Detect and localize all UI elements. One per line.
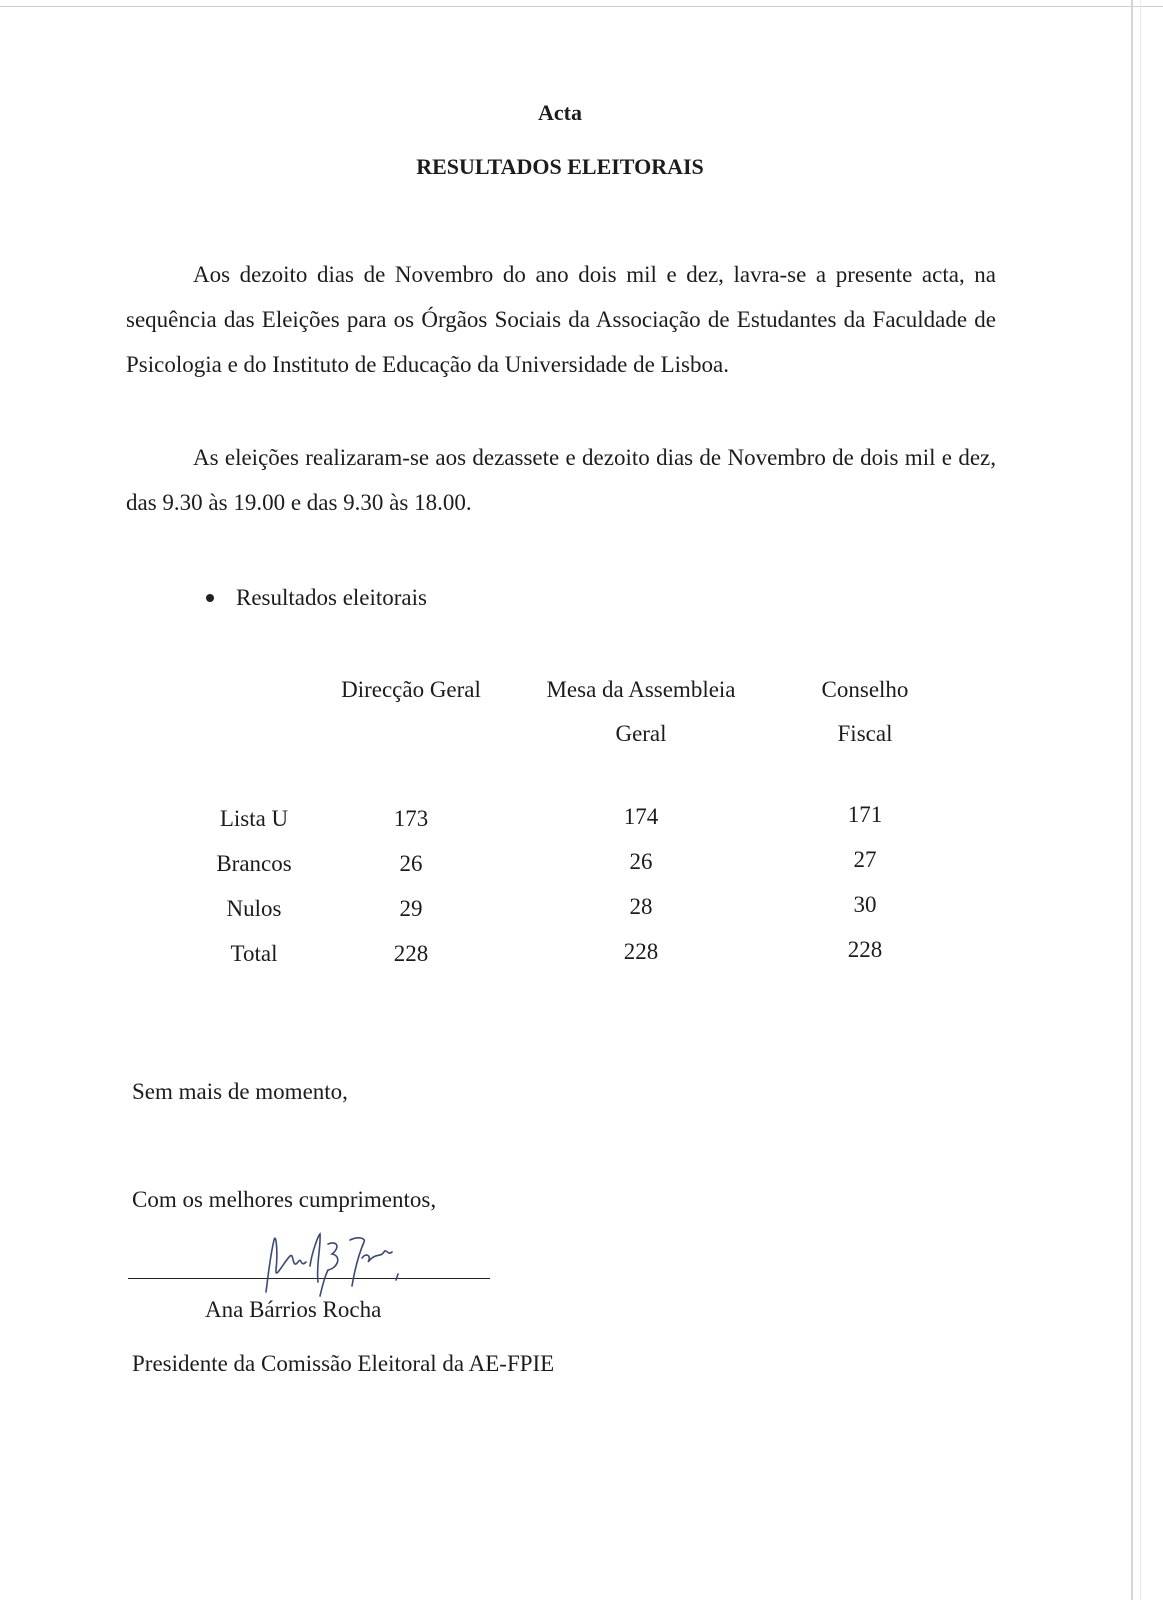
signer-name: Ana Bárrios Rocha <box>205 1297 382 1322</box>
table-cell: 26 <box>399 851 423 876</box>
paragraph-dates: As eleições realizaram-se aos dezassete e dezoito dias de Novembro de dois mil e dez, das 9.30 às 19.00 e das 9.30 às 18.00. <box>126 445 996 515</box>
page-top-edge <box>0 6 1163 7</box>
closing-line: Sem mais de momento, <box>132 1079 348 1104</box>
table-cell: 171 <box>847 802 883 827</box>
bullet-label: Resultados eleitorais <box>236 585 427 610</box>
table-cell: 174 <box>623 804 659 829</box>
table-cell: 27 <box>853 847 877 872</box>
table-cell: 228 <box>393 941 429 966</box>
column-header-direccao-geral: Direcção Geral <box>341 677 481 702</box>
paragraph-intro: Aos dezoito dias de Novembro do ano dois mil e dez, lavra-se a presente acta, na sequência das Eleições para os Órgãos Sociais da Associação de Estudantes da Faculdade de Psicologia e do Instituto de Educação da Universidade de Lisboa. <box>126 262 996 377</box>
bullet-item-results <box>206 585 427 611</box>
closing-regards: Com os melhores cumprimentos, <box>132 1187 437 1212</box>
table-cell: 26 <box>629 849 653 874</box>
table-cell: 228 <box>623 939 659 964</box>
handwritten-signature <box>248 1222 418 1302</box>
row-label: Brancos <box>216 851 292 876</box>
table-cell: 28 <box>629 894 653 919</box>
document-title: Acta <box>538 100 582 125</box>
table-cell: 228 <box>847 937 883 962</box>
bullet-icon <box>206 594 214 602</box>
document-subtitle: RESULTADOS ELEITORAIS <box>416 154 704 179</box>
table-cell: 29 <box>399 896 423 921</box>
table-cell: 173 <box>393 806 429 831</box>
page-right-edge-shadow <box>1140 0 1141 1600</box>
row-label: Nulos <box>226 896 282 921</box>
row-label: Lista U <box>219 806 289 831</box>
column-header-conselho-fiscal: Conselho Fiscal <box>821 677 909 746</box>
column-header-mesa-assembleia: Mesa da Assembleia Geral <box>546 677 736 746</box>
page-right-edge <box>1131 0 1133 1600</box>
signer-role: Presidente da Comissão Eleitoral da AE-FPIE <box>132 1351 555 1376</box>
row-label: Total <box>230 941 278 966</box>
table-cell: 30 <box>853 892 877 917</box>
